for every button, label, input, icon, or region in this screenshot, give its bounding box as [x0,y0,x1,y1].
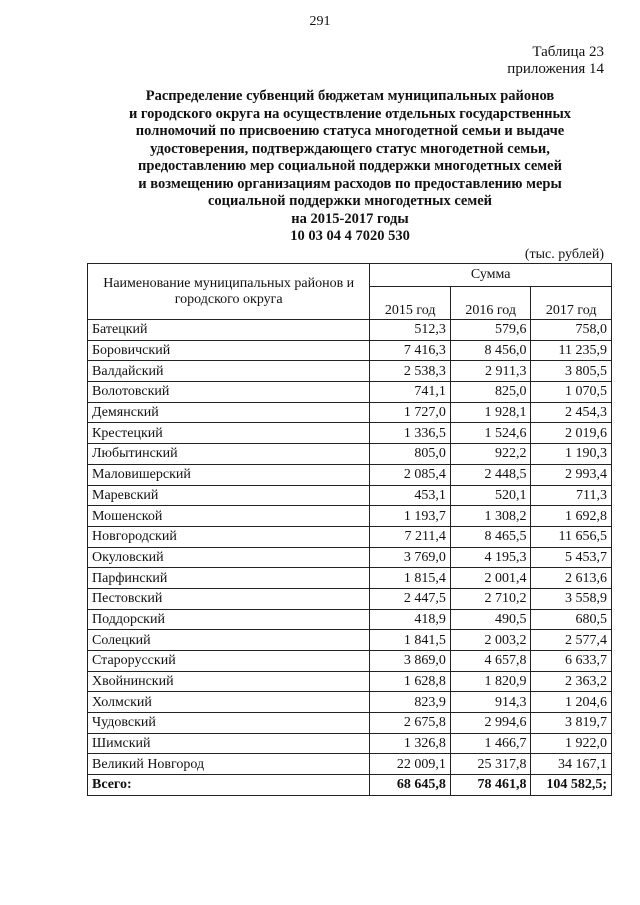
value-2017: 711,3 [531,485,612,506]
value-2017: 2 454,3 [531,402,612,423]
district-name: Пестовский [88,588,370,609]
table-row [88,651,612,672]
value-2015: 2 538,3 [370,361,451,382]
district-name: Окуловский [88,547,370,568]
value-2015: 7 211,4 [370,526,451,547]
table-row [88,671,612,692]
district-name: Холмский [88,692,370,713]
annex-reference [507,44,604,78]
table-row [88,444,612,465]
table-row [88,402,612,423]
district-name: Парфинский [88,568,370,589]
title-line: предоставлению мер социальной поддержки многодетных семей [138,158,562,174]
value-2016: 25 317,8 [450,754,531,775]
table-row [88,526,612,547]
value-2015: 512,3 [370,320,451,341]
value-2015: 2 675,8 [370,713,451,734]
value-2017: 3 805,5 [531,361,612,382]
district-name: Шимский [88,733,370,754]
annex-number: приложения 14 [507,61,604,77]
value-2015: 1 336,5 [370,423,451,444]
table-row [88,464,612,485]
value-2017: 34 167,1 [531,754,612,775]
district-name: Солецкий [88,630,370,651]
table-row [88,361,612,382]
title-line: и городского округа на осуществление отдельных государственных [128,105,572,122]
table-row [88,733,612,754]
value-2016: 579,6 [450,320,531,341]
value-2016: 1 820,9 [450,671,531,692]
value-2016: 825,0 [450,382,531,403]
district-name: Боровичский [88,340,370,361]
title-line: полномочий по присвоению статуса многодетной семьи и выдаче [135,123,565,139]
value-2015: 7 416,3 [370,340,451,361]
value-2015: 741,1 [370,382,451,403]
district-name: Старорусский [88,651,370,672]
page-number: 291 [309,14,331,29]
value-2017: 2 993,4 [531,464,612,485]
value-2015: 3 769,0 [370,547,451,568]
table-row [88,630,612,651]
district-name: Поддорский [88,609,370,630]
column-header-2017: 2017 год [531,287,612,320]
title-line: Распределение субвенций бюджетам муниципальных районов [145,88,555,104]
table-row [88,713,612,734]
value-2016: 8 456,0 [450,340,531,361]
value-2015: 3 869,0 [370,651,451,672]
table-row [88,568,612,589]
table-row [88,609,612,630]
table-row [88,754,612,775]
value-2017: 6 633,7 [531,651,612,672]
value-2017: 2 577,4 [531,630,612,651]
title-line: на 2015-2017 годы [291,210,409,227]
value-2016: 8 465,5 [450,526,531,547]
value-2017: 3 558,9 [531,588,612,609]
column-header-name: Наименование муниципальных районов и городского округа [88,264,370,320]
value-2017: 758,0 [531,320,612,341]
value-2017: 11 656,5 [531,526,612,547]
budget-code: 10 03 04 4 7020 530 [290,228,410,244]
table-row [88,692,612,713]
value-2015: 22 009,1 [370,754,451,775]
value-2016: 520,1 [450,485,531,506]
value-2016: 490,5 [450,609,531,630]
value-2017: 1 692,8 [531,506,612,527]
value-2017: 1 070,5 [531,382,612,403]
value-2016: 2 710,2 [450,588,531,609]
value-2016: 1 524,6 [450,423,531,444]
total-2015: 68 645,8 [370,775,451,796]
value-2015: 418,9 [370,609,451,630]
total-2017: 104 582,5; [531,775,612,796]
subsidy-table [87,263,612,796]
value-2017: 5 453,7 [531,547,612,568]
value-2015: 453,1 [370,485,451,506]
district-name: Мошенской [88,506,370,527]
district-name: Чудовский [88,713,370,734]
column-header-2015: 2015 год [370,287,451,320]
district-name: Крестецкий [88,423,370,444]
table-row [88,588,612,609]
value-2016: 4 657,8 [450,651,531,672]
table-row [88,382,612,403]
value-2016: 4 195,3 [450,547,531,568]
total-row [88,775,612,796]
document-title [70,88,630,246]
value-2015: 1 841,5 [370,630,451,651]
value-2016: 1 466,7 [450,733,531,754]
district-name: Маловишерский [88,464,370,485]
value-2017: 1 204,6 [531,692,612,713]
value-2015: 1 326,8 [370,733,451,754]
value-2016: 2 994,6 [450,713,531,734]
table-number: Таблица 23 [532,44,604,60]
title-line: удостоверения, подтверждающего статус многодетной семьи, [150,140,550,157]
value-2015: 1 628,8 [370,671,451,692]
value-2016: 914,3 [450,692,531,713]
district-name: Демянский [88,402,370,423]
title-line: и возмещению организациям расходов по предоставлению меры [138,175,562,192]
value-2016: 922,2 [450,444,531,465]
table-body [88,320,612,796]
district-name: Волотовский [88,382,370,403]
value-2017: 11 235,9 [531,340,612,361]
value-2017: 2 019,6 [531,423,612,444]
value-2015: 823,9 [370,692,451,713]
value-2015: 1 193,7 [370,506,451,527]
title-line: социальной поддержки многодетных семей [207,193,493,209]
total-2016: 78 461,8 [450,775,531,796]
value-2016: 1 308,2 [450,506,531,527]
district-name: Валдайский [88,361,370,382]
district-name: Маревский [88,485,370,506]
value-2017: 2 363,2 [531,671,612,692]
column-header-sum: Сумма [370,264,612,287]
value-2017: 3 819,7 [531,713,612,734]
value-2015: 1 815,4 [370,568,451,589]
value-2016: 1 928,1 [450,402,531,423]
units-label: (тыс. рублей) [524,247,604,262]
table-row [88,547,612,568]
value-2017: 1 190,3 [531,444,612,465]
value-2016: 2 001,4 [450,568,531,589]
district-name: Великий Новгород [88,754,370,775]
value-2015: 805,0 [370,444,451,465]
district-name: Новгородский [88,526,370,547]
value-2015: 1 727,0 [370,402,451,423]
district-name: Любытинский [88,444,370,465]
column-header-2016: 2016 год [450,287,531,320]
value-2016: 2 911,3 [450,361,531,382]
value-2015: 2 447,5 [370,588,451,609]
table-row [88,506,612,527]
district-name: Батецкий [88,320,370,341]
table-row [88,340,612,361]
value-2017: 2 613,6 [531,568,612,589]
value-2017: 680,5 [531,609,612,630]
district-name: Хвойнинский [88,671,370,692]
value-2015: 2 085,4 [370,464,451,485]
value-2016: 2 003,2 [450,630,531,651]
value-2016: 2 448,5 [450,464,531,485]
value-2017: 1 922,0 [531,733,612,754]
table-row [88,423,612,444]
total-label: Всего: [88,775,370,796]
table-row [88,320,612,341]
table-row [88,485,612,506]
